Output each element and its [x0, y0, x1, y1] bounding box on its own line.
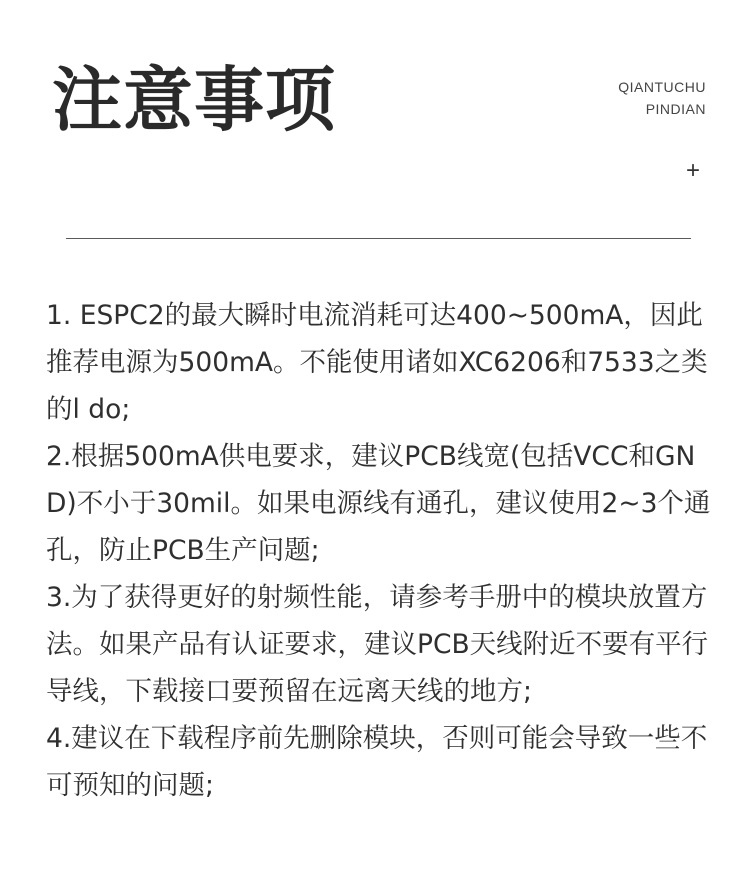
- notice-item-2: 2.根据500mA供电要求，建议PCB线宽(包括VCC和GND)不小于30mil。如果电源线有通孔，建议使用2~3个通孔，防止PCB生产问题;: [46, 441, 711, 566]
- notice-item-4: 4.建议在下载程序前先删除模块，否则可能会导致一些不可预知的问题;: [46, 723, 708, 801]
- notice-item-3: 3.为了获得更好的射频性能，请参考手册中的模块放置方法。如果产品有认证要求，建议PCB天线附近不要有平行导线，下载接口要预留在远离天线的地方;: [46, 582, 709, 707]
- notice-list: [46, 292, 718, 809]
- notice-item-1: 1. ESPC2的最大瞬时电流消耗可达400~500mA，因此推荐电源为500mA。不能使用诸如XC6206和7533之类的l do;: [46, 300, 708, 425]
- divider: [66, 238, 691, 239]
- brand-line-2: PINDIAN: [645, 101, 706, 117]
- brand-mark: [618, 76, 706, 120]
- page-title: 注意事项: [52, 59, 336, 141]
- brand-line-1: QIANTUCHU: [618, 79, 706, 95]
- plus-icon: +: [686, 157, 701, 184]
